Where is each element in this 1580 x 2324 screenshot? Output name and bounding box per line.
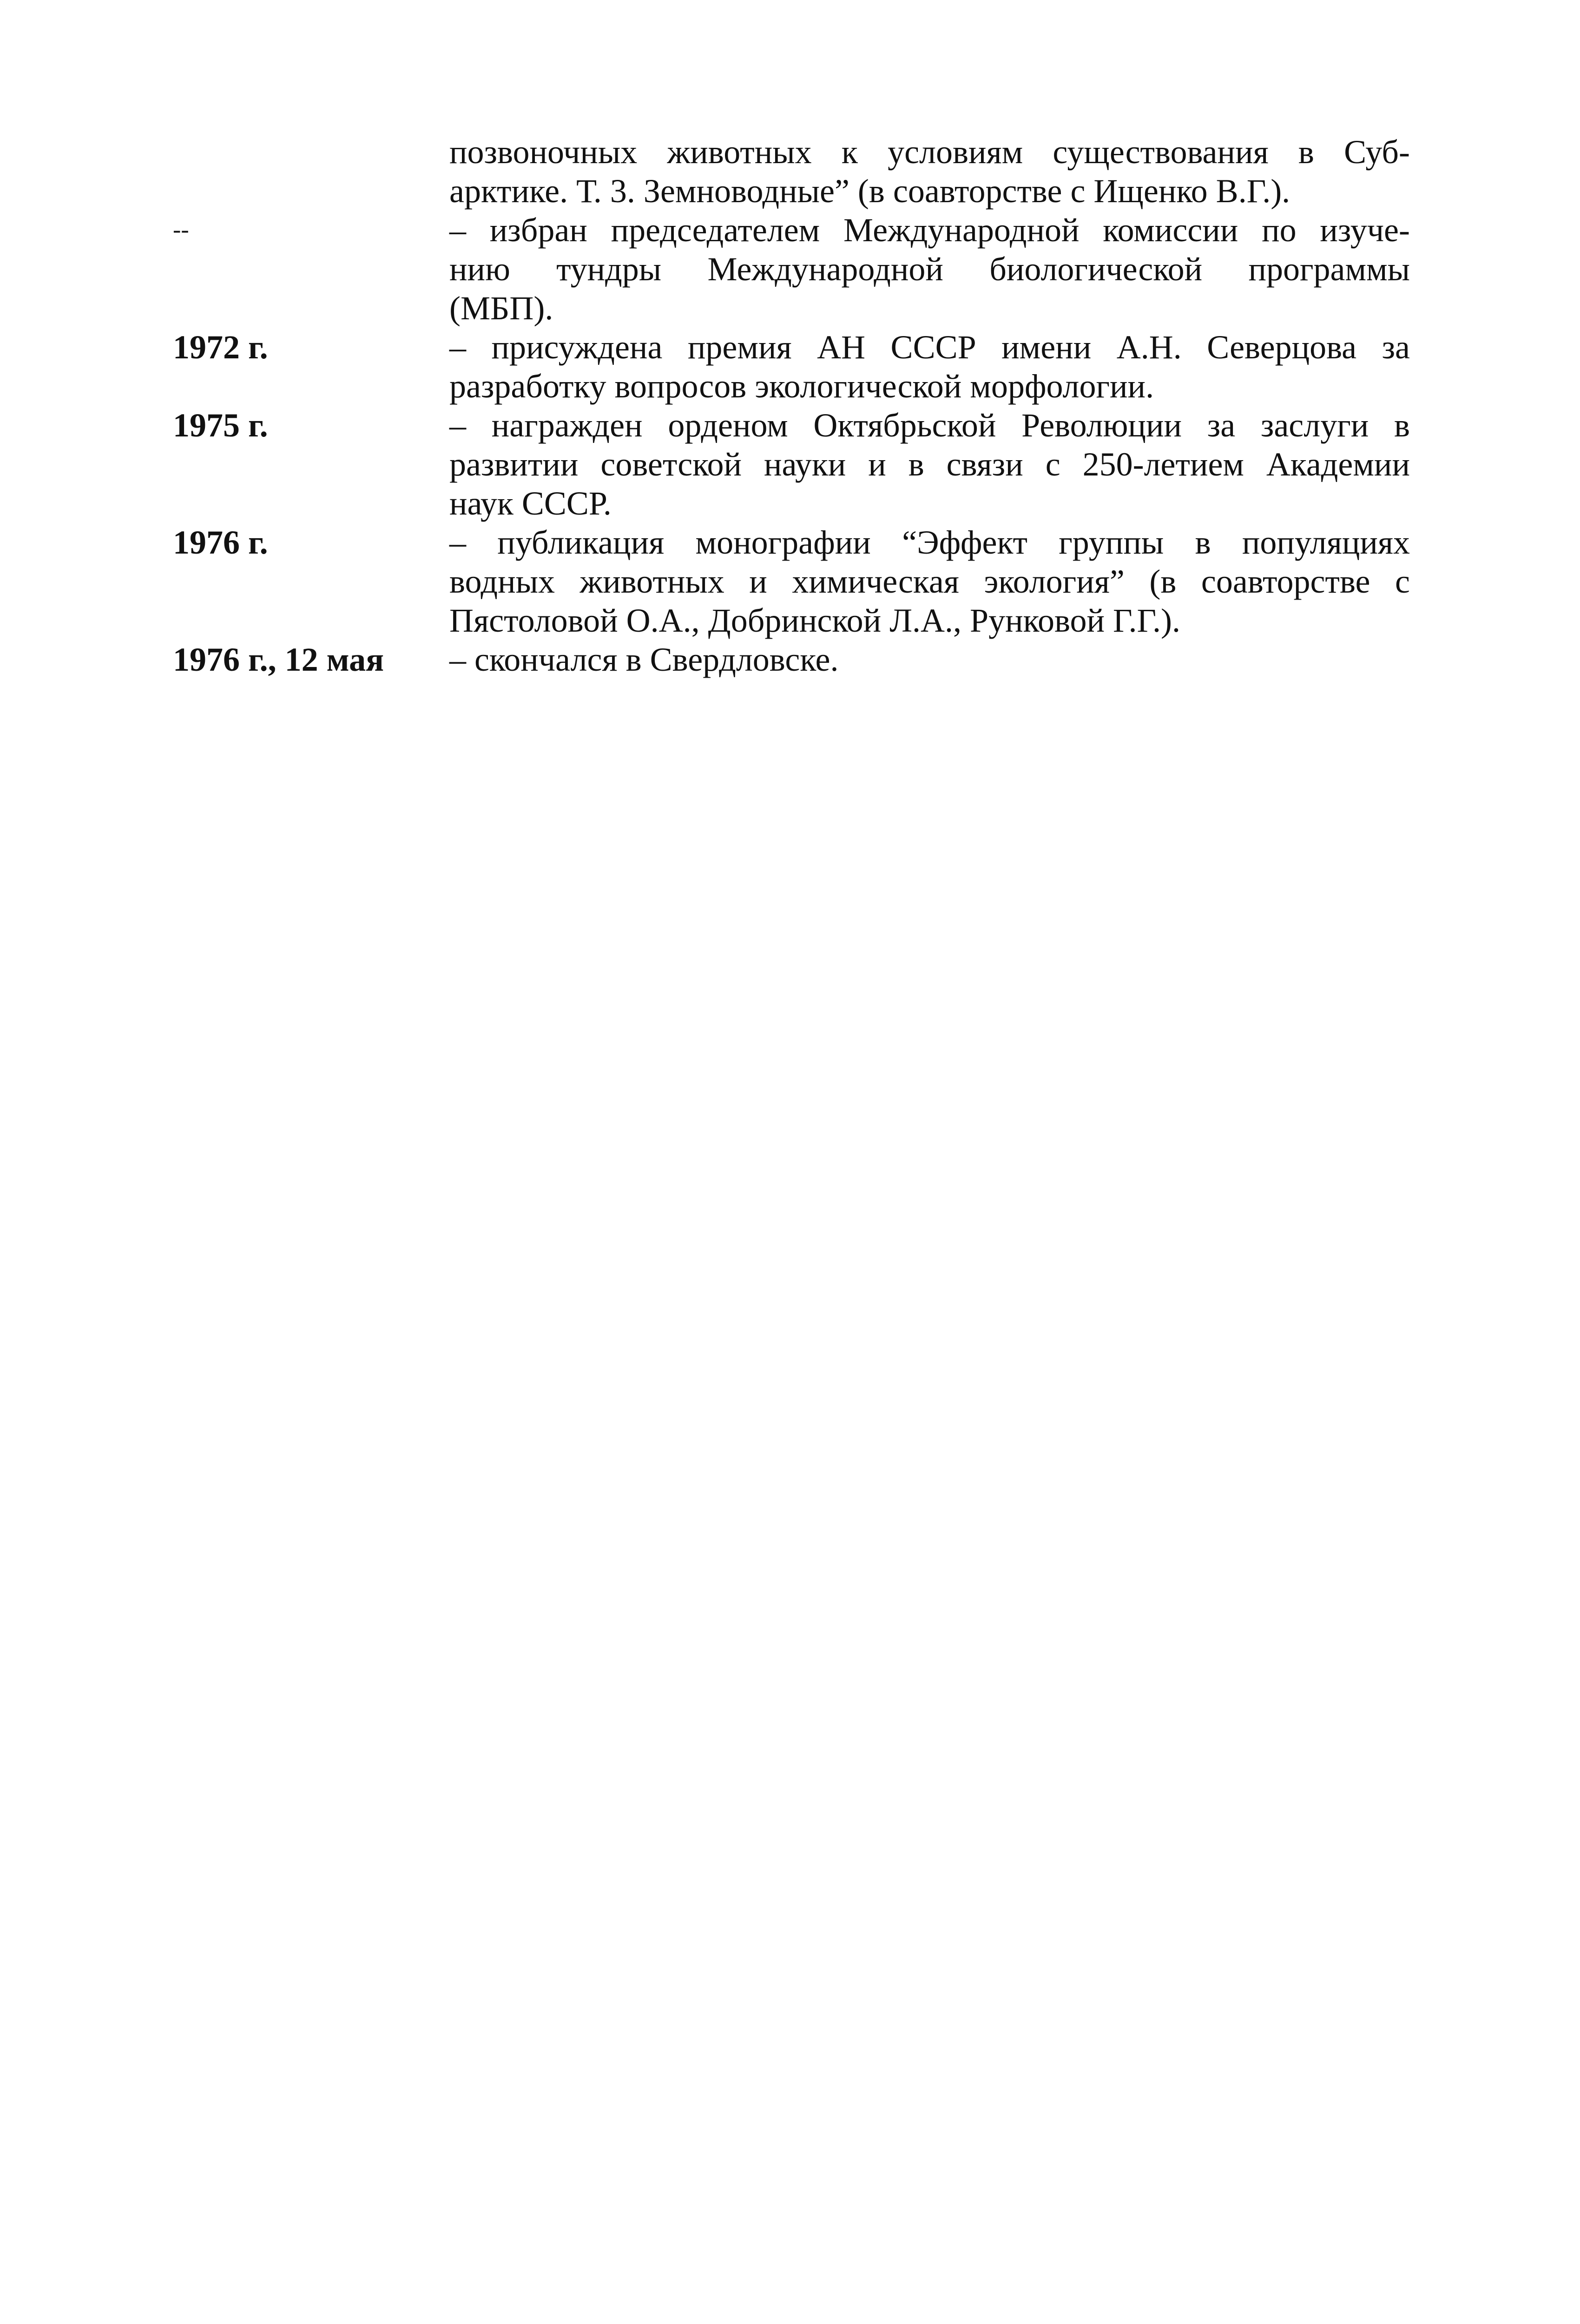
chronology-entry bbox=[173, 328, 1410, 406]
chronology-entry bbox=[173, 523, 1410, 640]
entry-line: – награжден орденом Октябрьской Революции за заслуги в bbox=[449, 407, 1410, 444]
entry-line: (МБП). bbox=[449, 290, 553, 327]
entry-text bbox=[449, 211, 1410, 328]
entry-line: – публикация монографии “Эффект группы в популяциях bbox=[449, 524, 1410, 561]
entry-line: – скончался в Свердловске. bbox=[449, 641, 839, 678]
entry-text bbox=[449, 523, 1410, 640]
entry-line: – избран председателем Международной комиссии по изуче- bbox=[449, 211, 1410, 249]
entry-line: – присуждена премия АН СССР имени А.Н. Северцова за bbox=[449, 329, 1410, 366]
entry-line: развитии советской науки и в связи с 250-летием Академии bbox=[449, 446, 1410, 483]
entry-text bbox=[449, 406, 1410, 523]
entry-text bbox=[449, 640, 1410, 679]
entry-line: позвоночных животных к условиям существования в Суб- bbox=[449, 133, 1410, 171]
entry-date: -- bbox=[173, 217, 189, 243]
entry-line: нию тундры Международной биологической программы bbox=[449, 251, 1410, 288]
entry-line: арктике. Т. 3. Земноводные” (в соавторстве с Ищенко В.Г.). bbox=[449, 172, 1290, 210]
entry-text bbox=[449, 132, 1410, 211]
chronology-entry bbox=[173, 406, 1410, 523]
entry-date: 1976 г. bbox=[173, 524, 268, 561]
chronology-entry bbox=[173, 640, 1410, 679]
entry-date: 1972 г. bbox=[173, 329, 268, 366]
chronology-entry bbox=[173, 132, 1410, 211]
entry-line: наук СССР. bbox=[449, 485, 612, 522]
entry-line: водных животных и химическая экология” (в соавторстве с bbox=[449, 563, 1410, 600]
entry-line: разработку вопросов экологической морфологии. bbox=[449, 368, 1154, 405]
entry-date: 1976 г., 12 мая bbox=[173, 641, 384, 678]
chronology-list bbox=[173, 132, 1410, 679]
chronology-entry bbox=[173, 211, 1410, 328]
entry-date: 1975 г. bbox=[173, 407, 268, 444]
entry-text bbox=[449, 328, 1410, 406]
entry-line: Пястоловой О.А., Добринской Л.А., Рунковой Г.Г.). bbox=[449, 602, 1180, 639]
